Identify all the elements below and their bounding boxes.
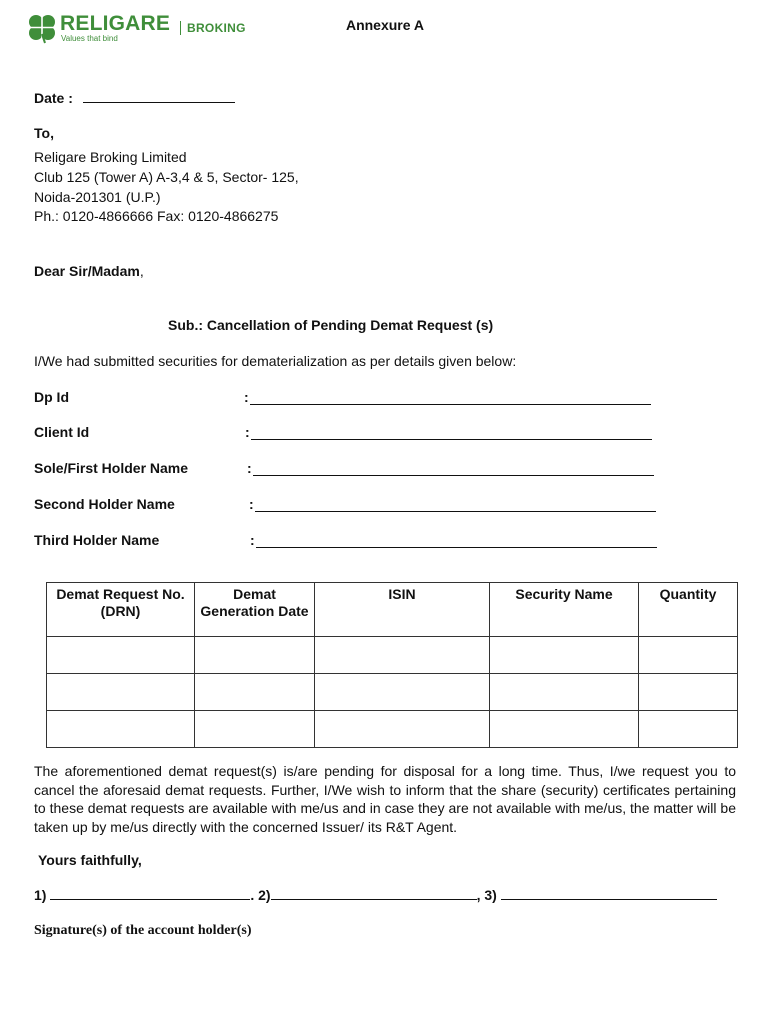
third-holder-name-field[interactable]	[256, 533, 657, 548]
logo-tagline: Values that bind	[61, 34, 118, 43]
signature-2-field[interactable]	[271, 887, 477, 900]
table-cell[interactable]	[47, 637, 195, 674]
body-paragraph: The aforementioned demat request(s) is/are pending for disposal for a long time. Thus, I/we request you to cancel the aforesaid demat requests. Further, I/We wish to inform that the share (security) certificates pertaining to these demat requests are available with me/us and in case they are not available with me/us, the matter will be taken up by me/us directly with the concerned Issuer/ its R&T Agent.	[34, 763, 736, 835]
signature-3-field[interactable]	[501, 887, 717, 900]
table-cell[interactable]	[195, 637, 315, 674]
annexure-title: Annexure A	[345, 17, 425, 33]
table-cell[interactable]	[315, 674, 490, 711]
signature-1-label: 1)	[34, 887, 47, 903]
signature-1-field[interactable]	[50, 887, 250, 900]
logo-division: BROKING	[180, 21, 246, 35]
table-cell[interactable]	[490, 711, 639, 748]
table-cell[interactable]	[490, 637, 639, 674]
field-label-dp-id: Dp Id	[34, 389, 69, 405]
signature-3-label: , 3)	[476, 887, 497, 903]
field-colon: :	[250, 532, 255, 548]
address-line: Club 125 (Tower A) A-3,4 & 5, Sector- 125,	[34, 169, 299, 185]
table-cell[interactable]	[315, 711, 490, 748]
signature-row	[34, 886, 717, 904]
field-colon: :	[249, 496, 254, 512]
table-row	[47, 711, 738, 748]
second-holder-name-field[interactable]	[255, 497, 656, 512]
field-label-third-holder: Third Holder Name	[34, 532, 160, 548]
field-label-first-holder: Sole/First Holder Name	[34, 460, 189, 476]
field-colon: :	[245, 424, 250, 440]
date-field[interactable]	[83, 90, 235, 103]
field-colon: :	[247, 460, 252, 476]
column-header: ISIN	[315, 583, 490, 637]
column-header: Demat Request No. (DRN)	[47, 583, 195, 637]
signature-caption: Signature(s) of the account holder(s)	[34, 923, 252, 938]
date-row	[34, 89, 235, 107]
dp-id-field[interactable]	[250, 390, 651, 405]
salutation-punct: ,	[139, 263, 144, 279]
table-cell[interactable]	[490, 674, 639, 711]
address-to: To,	[34, 125, 54, 141]
column-header: Security Name	[490, 583, 639, 637]
table-header-row	[47, 583, 738, 637]
field-label-client-id: Client Id	[34, 424, 90, 440]
column-header: Quantity	[639, 583, 738, 637]
subject-line: Sub.: Cancellation of Pending Demat Request (s)	[168, 317, 494, 333]
table-cell[interactable]	[639, 711, 738, 748]
address-line: Religare Broking Limited	[34, 149, 187, 165]
table-cell[interactable]	[639, 674, 738, 711]
salutation	[34, 262, 144, 280]
signature-2-label: . 2)	[250, 887, 271, 903]
field-colon: :	[244, 389, 249, 405]
table-cell[interactable]	[47, 674, 195, 711]
table-row	[47, 674, 738, 711]
client-id-field[interactable]	[251, 425, 652, 440]
salutation-text: Dear Sir/Madam	[34, 263, 140, 279]
logo-wordmark: RELIGARE	[60, 12, 171, 35]
table-cell[interactable]	[47, 711, 195, 748]
table-cell[interactable]	[195, 711, 315, 748]
date-label: Date :	[34, 90, 73, 106]
table-cell[interactable]	[639, 637, 738, 674]
table-cell[interactable]	[315, 637, 490, 674]
closing: Yours faithfully,	[38, 852, 142, 868]
first-holder-name-field[interactable]	[253, 461, 654, 476]
column-header: Demat Generation Date	[195, 583, 315, 637]
address-line: Ph.: 0120-4866666 Fax: 0120-4866275	[34, 208, 279, 224]
intro-text: I/We had submitted securities for dematerialization as per details given below:	[34, 353, 517, 369]
demat-request-table	[46, 582, 738, 748]
address-line: Noida-201301 (U.P.)	[34, 189, 161, 205]
table-cell[interactable]	[195, 674, 315, 711]
field-label-second-holder: Second Holder Name	[34, 496, 175, 512]
table-row	[47, 637, 738, 674]
